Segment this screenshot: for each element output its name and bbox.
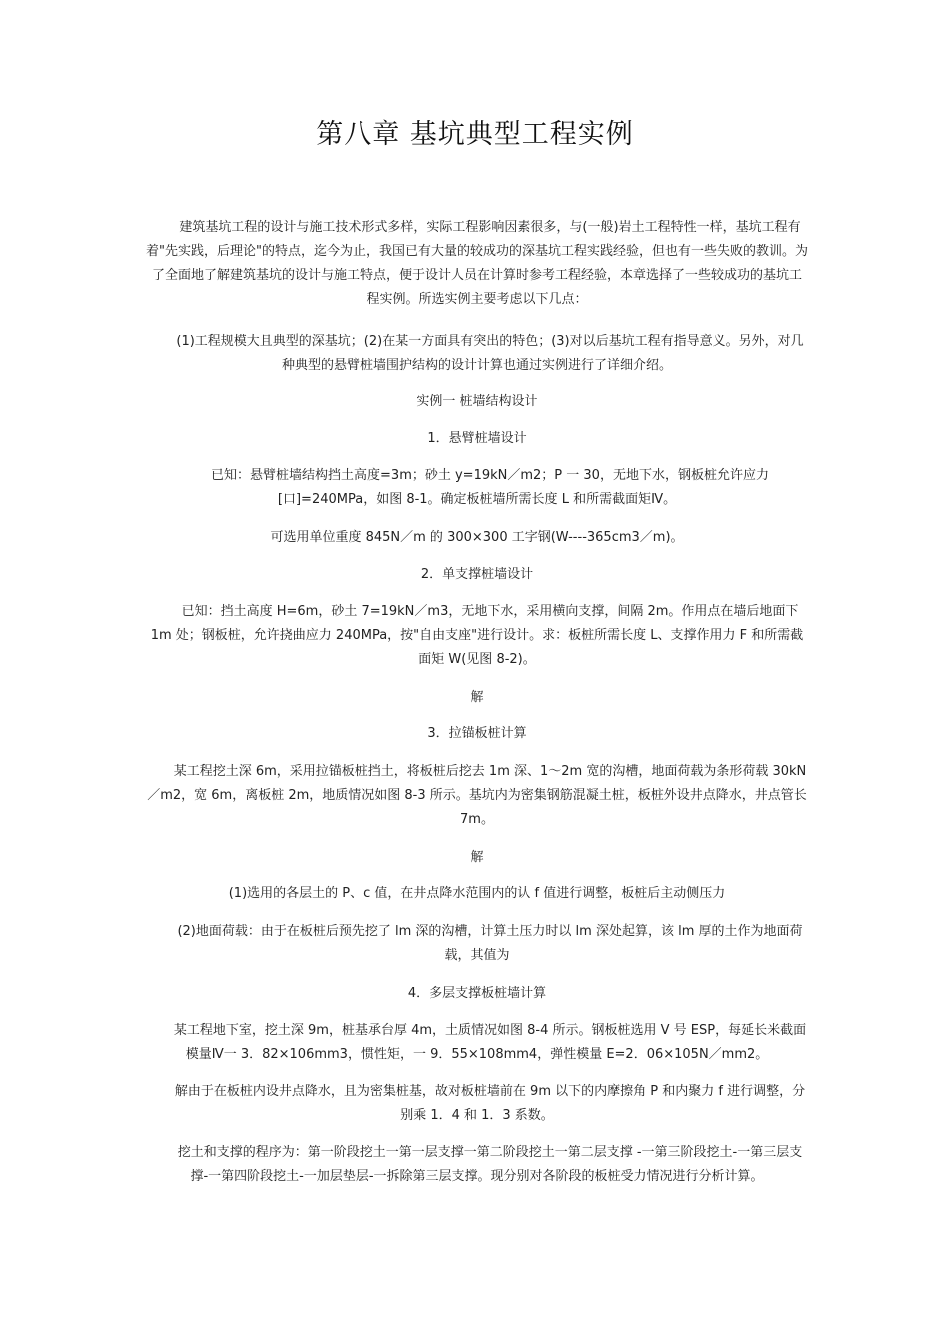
section-heading-3: 3．拉锚板桩计算 [427, 726, 527, 741]
section-3-step-2: (2)地面荷载：由于在板桩后预先挖了 lm 深的沟槽，计算土压力时以 lm 深处起算，该 lm 厚的土作为地面荷载，其值为 [177, 924, 803, 963]
section-1-note: 可选用单位重度 845N／m 的 300×300 工字钢(W----365cm3／m)。 [270, 530, 684, 545]
section-2-given: 已知：挡土高度 H=6m，砂土 7=19kN／m3，无地下水，采用横向支撑，间隔 2m。作用点在墙后地面下 1m 处；钢板桩，允许挠曲应力 240MPa，按"自由支座"进行设计。求：板桩所需长度 L、支撑作用力 F 和所需截面矩 W(见图 8-2)。 [150, 604, 804, 667]
section-4-solution: 解由于在板桩内设井点降水，且为密集桩基，故对板桩墙前在 9m 以下的内摩擦角 P 和内聚力 f 进行调整，分别乘 1．4 和 1．3 系数。 [174, 1084, 806, 1123]
section-3-step-1: (1)选用的各层土的 P、c 值，在井点降水范围内的认 f 值进行调整，板桩后主动侧压力 [228, 886, 726, 901]
section-4-given: 某工程地下室，挖土深 9m，桩基承台厚 4m，土质情况如图 8-4 所示。钢板桩选用 V 号 ESP，每延长米截面模量Ⅳ一 3．82×106mm3，惯性矩，一 9．55×108mm4，弹性模量 E=2．06×105N／mm2。 [173, 1023, 807, 1062]
example-heading: 实例一 桩墙结构设计 [416, 394, 538, 409]
section-4-procedure: 挖土和支撑的程序为：第一阶段挖土一第一层支撑一第二阶段挖土一第二层支撑 -一第三阶段挖土-一第三层支撑-一第四阶段挖土-一加层垫层-一拆除第三层支撑。现分别对各阶段的板桩受力情况进行分析计算。 [177, 1145, 803, 1184]
solution-label-2: 解 [470, 850, 484, 865]
intro-paragraph: 建筑基坑工程的设计与施工技术形式多样，实际工程影响因素很多，与(一般)岩土工程特性一样，基坑工程有着"先实践，后理论"的特点，迄今为止，我国已有大量的较成功的深基坑工程实践经验，但也有一些失败的教训。为了全面地了解建筑基坑的设计与施工特点，便于设计人员在计算时参考工程经验，本章选择了一些较成功的基坑工程实例。所选实例主要考虑以下几点： [146, 220, 808, 307]
section-heading-2: 2．单支撑桩墙设计 [420, 567, 534, 582]
section-3-given: 某工程挖土深 6m，采用拉锚板桩挡土，将板桩后挖去 1m 深、1～2m 宽的沟槽，地面荷载为条形荷载 30kN／m2，宽 6m，离板桩 2m，地质情况如图 8-3 所示。基坑内为密集钢筋混凝土桩，板桩外设井点降水，井点管长 7m。 [147, 764, 807, 827]
solution-label-1: 解 [470, 690, 484, 705]
section-heading-4: 4．多层支撑板桩墙计算 [407, 986, 547, 1001]
section-1-given: 已知：悬臂桩墙结构挡土高度=3m；砂土 y=19kN／m2；P 一 30，无地下水，钢板桩允许应力[口]=240MPa，如图 8-1。确定板桩墙所需长度 L 和所需截面矩Ⅳ。 [211, 468, 769, 507]
page-title: 第八章 基坑典型工程实例 [316, 119, 634, 150]
criteria-paragraph: (1)工程规模大且典型的深基坑；(2)在某一方面具有突出的特色；(3)对以后基坑工程有指导意义。另外，对几种典型的悬臂桩墙围护结构的设计计算也通过实例进行了详细介绍。 [176, 334, 804, 373]
section-heading-1: 1．悬臂桩墙设计 [427, 431, 527, 446]
